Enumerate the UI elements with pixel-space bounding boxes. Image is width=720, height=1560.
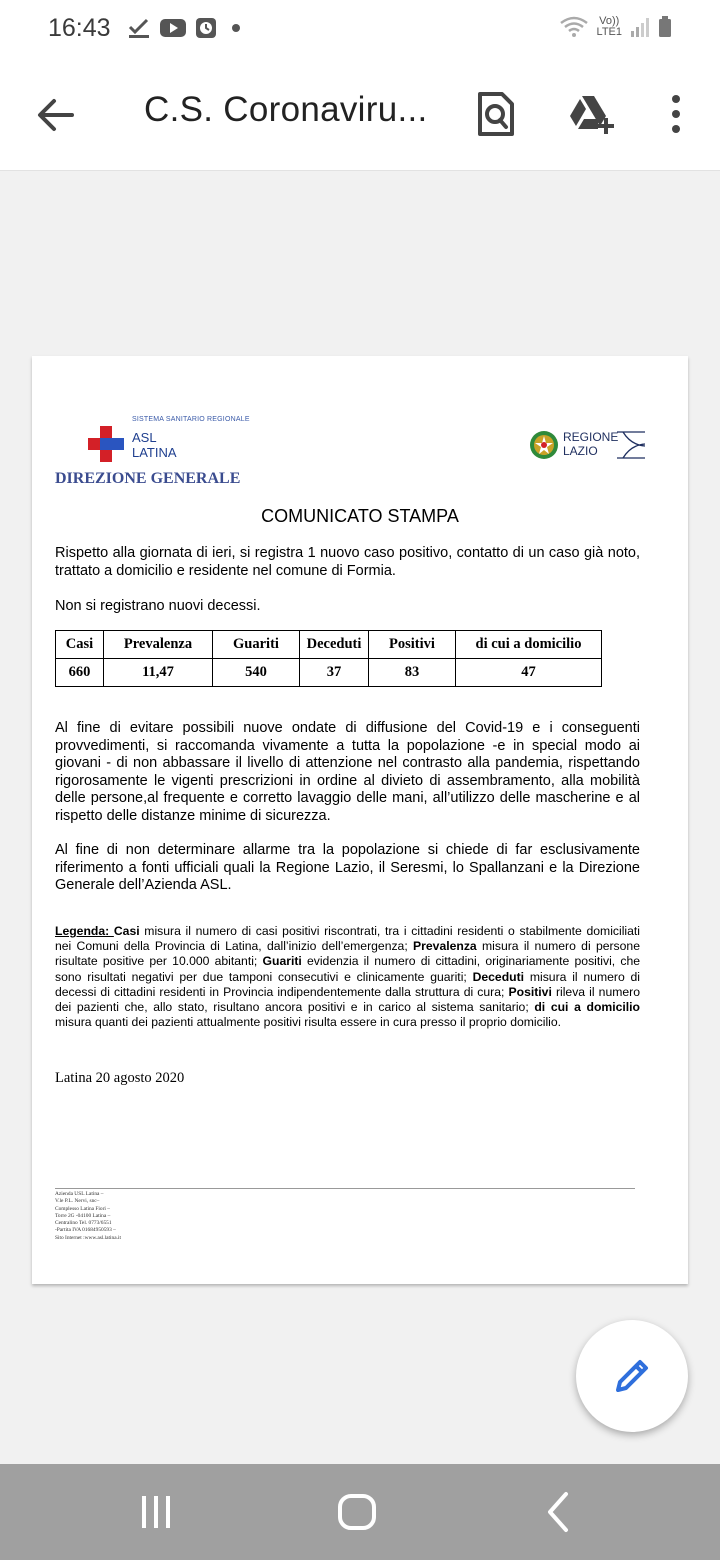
add-to-drive-button[interactable]: [568, 94, 616, 134]
regione-lazio-name: REGIONE LAZIO: [563, 430, 619, 458]
paragraph-new-case: Rispetto alla giornata di ieri, si registra 1 nuovo caso positivo, contatto di un caso già noto, trattato a domicilio e residente nel comune di Formia.: [55, 545, 640, 579]
table-cell: 37: [300, 659, 369, 687]
signal-icon: [630, 16, 650, 38]
edit-pencil-icon: [612, 1356, 652, 1396]
recent-apps-button[interactable]: [136, 1492, 176, 1532]
status-right-icons: [559, 16, 672, 38]
regione-lazio-mark-icon: [617, 430, 647, 460]
back-button[interactable]: [32, 94, 80, 136]
system-nav-bar: [0, 1464, 720, 1560]
edit-button[interactable]: [576, 1320, 688, 1432]
network-label: Vo)) LTE1: [596, 15, 622, 38]
more-options-button[interactable]: [668, 94, 684, 134]
recent-apps-icon: [136, 1492, 176, 1532]
status-time: 16:43: [48, 14, 111, 42]
table-cell: 11,47: [104, 659, 213, 687]
app-bar: [0, 60, 720, 171]
home-button[interactable]: [336, 1490, 380, 1534]
table-header-cell: Deceduti: [300, 631, 369, 659]
table-header-cell: Guariti: [213, 631, 300, 659]
table-header-cell: di cui a domicilio: [456, 631, 602, 659]
asl-latina-logo-icon: [88, 426, 124, 462]
wifi-icon: [559, 16, 589, 38]
legend-paragraph: Legenda: Casi misura il numero di casi positivi riscontrati, tra i cittadini residenti o stabilmente domiciliati nei Comuni della Provincia di Latina, dall’inizio dell’emergenza; Prevalenza misura il numero di persone risultate positive per 10.000 abitanti; Guariti evidenzia il numero di cittadini, originariamente positivi, che sono risultati negativi per due tamponi consecutivi e clinicamente guariti; Deceduti misura il numero di decessi di cittadini residenti in Provincia indipendentemente dalla struttura di cura; Positivi rileva il numero dei pazienti che, allo stato, risultano ancora positivi e in carico al sistema sanitario; di cui a domicilio misura quanti dei pazienti attualmente positivi risulta essere in cura presso il proprio domicilio.: [55, 924, 640, 1030]
asl-name: ASL LATINA: [132, 430, 177, 460]
drive-add-icon: [568, 94, 616, 134]
dot-icon: [226, 18, 242, 38]
table-header-cell: Positivi: [369, 631, 456, 659]
asl-subtitle: SISTEMA SANITARIO REGIONALE: [132, 416, 250, 423]
clock-app-icon: [196, 18, 216, 38]
paragraph-no-deaths: Non si registrano nuovi decessi.: [55, 598, 261, 614]
press-release-headline: COMUNICATO STAMPA: [261, 506, 459, 526]
youtube-icon: [160, 18, 186, 38]
direzione-generale-heading: DIREZIONE GENERALE: [55, 470, 241, 487]
paragraph-official-sources: Al fine di non determinare allarme tra la popolazione si chiede di far esclusivamente riferimento a fonti ufficiali quali la Regione Lazio, il Seresmi, lo Spallanzani e la Direzione Generale dell’Azienda ASL.: [55, 842, 640, 893]
table-header-row: [56, 631, 602, 659]
footer-divider: [55, 1188, 635, 1189]
find-in-document-button[interactable]: [478, 92, 514, 136]
check-download-icon: [128, 18, 150, 38]
back-arrow-icon: [32, 94, 80, 136]
document-title: C.S. Coronaviru...: [144, 90, 428, 129]
release-date: Latina 20 agosto 2020: [55, 1070, 185, 1086]
table-cell: 47: [456, 659, 602, 687]
battery-icon: [658, 16, 672, 38]
paragraph-recommendations: Al fine di evitare possibili nuove ondate di diffusione del Covid-19 e i conseguenti provvedimenti, si raccomanda vivamente a tutta la popolazione -e in special modo ai giovani - di non abbassare il livello di attenzione nel contrasto alla pandemia, rispettando rigorosamente le vigenti prescrizioni in ordine al divieto di assembramento, alla mobilità delle persone,al frequente e corretto lavaggio delle mani, all’utilizzo delle mascherine e al rispetto delle distanze minime di sicurezza.: [55, 720, 640, 824]
table-cell: 83: [369, 659, 456, 687]
document-page: [32, 356, 688, 1284]
table-cell: 540: [213, 659, 300, 687]
more-vert-icon: [668, 94, 684, 134]
table-header-cell: Prevalenza: [104, 631, 213, 659]
status-bar: [0, 0, 720, 60]
covid-stats-table: [55, 630, 602, 687]
footer-address: Azienda USL Latina – V.le P.L. Nervi, snc– Complesso Latina Fiori – Torre 2G -04100 Latina – Centralino Tel. 0773/6551 -Partita IVA 01684950593 – Sito Internet :www.asl.latina.it: [55, 1191, 121, 1241]
legend-label: Legenda:: [55, 924, 114, 938]
table-row: [56, 659, 602, 687]
regione-lazio-emblem-icon: [529, 430, 559, 460]
back-icon: [540, 1490, 576, 1534]
table-header-cell: Casi: [56, 631, 104, 659]
search-document-icon: [478, 92, 514, 136]
home-icon: [336, 1490, 380, 1534]
system-back-button[interactable]: [540, 1490, 576, 1534]
table-cell: 660: [56, 659, 104, 687]
status-left-icons: [128, 18, 242, 38]
